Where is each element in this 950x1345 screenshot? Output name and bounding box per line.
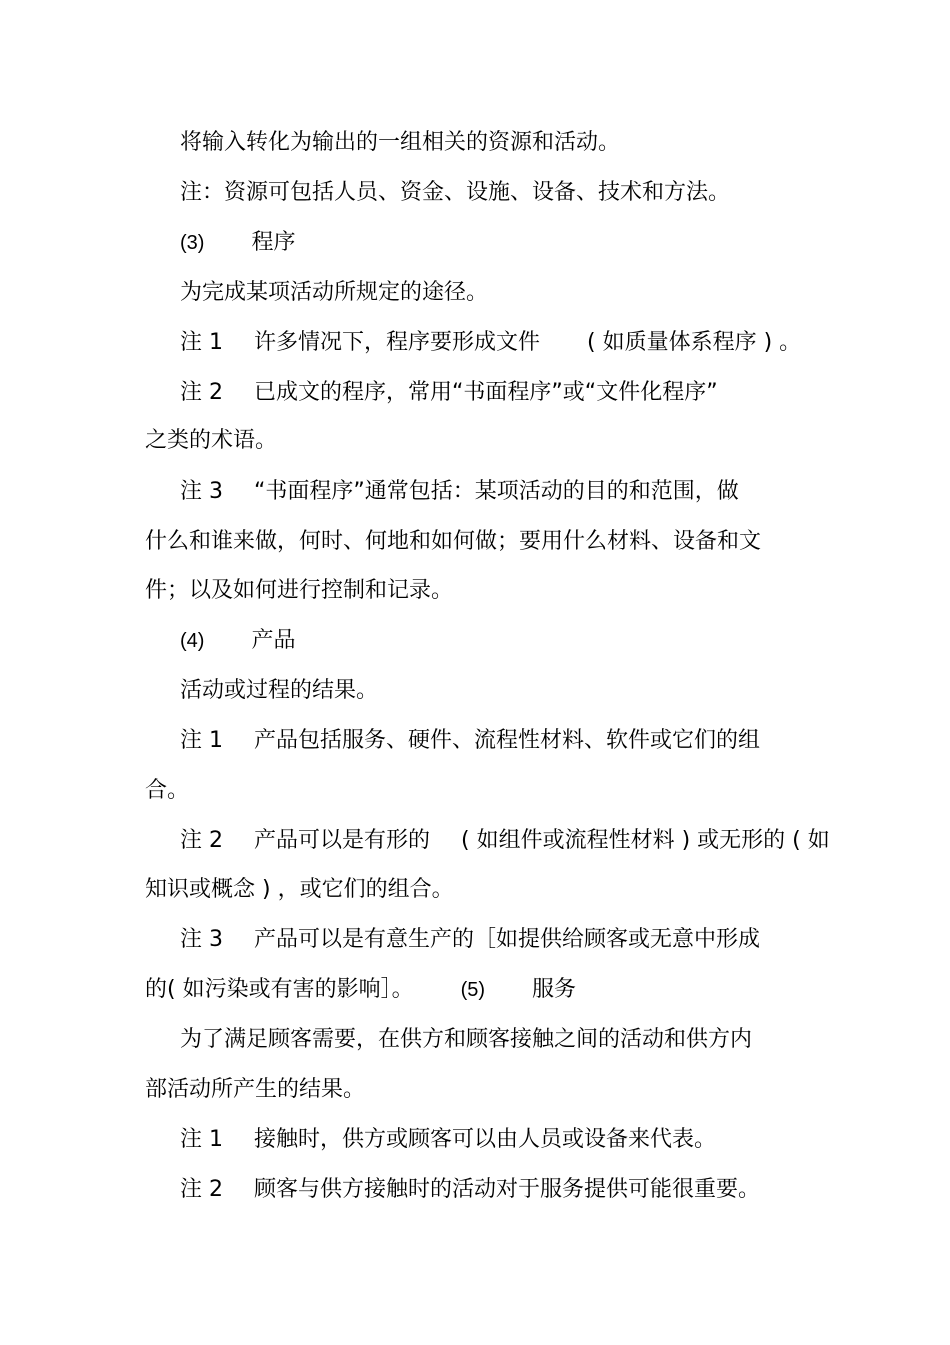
note-line bbox=[180, 477, 739, 507]
note-line bbox=[180, 378, 718, 408]
note-line bbox=[180, 925, 760, 955]
note-text: 产品可以是有形的 bbox=[254, 828, 431, 853]
note-prefix: 注 3 bbox=[180, 927, 223, 952]
section-heading bbox=[180, 228, 295, 258]
line-text: 注：资源可包括人员、资金、设施、设备、技术和方法。 bbox=[180, 180, 731, 205]
line-text: 活动或过程的结果。 bbox=[180, 678, 379, 703]
line-text: 知识或概念 ) ，或它们的组合。 bbox=[145, 877, 454, 902]
continuation-line bbox=[145, 576, 453, 606]
line-text: 的( 如污染或有害的影响］。 bbox=[145, 977, 414, 1002]
paragraph-line bbox=[180, 128, 620, 158]
section-number: (3) bbox=[180, 232, 205, 254]
note-prefix: 注 1 bbox=[180, 728, 223, 753]
note-line bbox=[180, 328, 801, 358]
note-line bbox=[180, 726, 760, 756]
note-line bbox=[180, 826, 830, 856]
section-number: (5) bbox=[460, 979, 486, 1001]
note-prefix: 注 2 bbox=[180, 1177, 223, 1202]
continuation-line bbox=[145, 875, 454, 905]
note-paren: ( 如质量体系程序 ) 。 bbox=[587, 330, 802, 355]
continuation-line bbox=[145, 776, 189, 806]
note-text: 许多情况下，程序要形成文件 bbox=[254, 330, 541, 355]
continuation-line bbox=[145, 426, 277, 456]
continuation-line bbox=[145, 975, 576, 1005]
note-text: 接触时，供方或顾客可以由人员或设备来代表。 bbox=[254, 1127, 717, 1152]
section-title: 服务 bbox=[532, 977, 577, 1002]
line-text: 为了满足顾客需要，在供方和顾客接触之间的活动和供方内 bbox=[180, 1027, 753, 1052]
continuation-line bbox=[145, 527, 761, 557]
note-text: 已成文的程序，常用“书面程序”或“文件化程序” bbox=[254, 380, 718, 405]
line-text: 合。 bbox=[145, 778, 190, 803]
line-text: 为完成某项活动所规定的途径。 bbox=[180, 280, 489, 305]
definition-line bbox=[180, 278, 488, 308]
line-text: 件；以及如何进行控制和记录。 bbox=[145, 578, 454, 603]
definition-line bbox=[180, 1025, 752, 1055]
note-text: 产品包括服务、硬件、流程性材料、软件或它们的组 bbox=[254, 728, 761, 753]
note-prefix: 注 3 bbox=[180, 479, 223, 504]
section-title: 程序 bbox=[251, 230, 296, 255]
line-text: 将输入转化为输出的一组相关的资源和活动。 bbox=[180, 130, 621, 155]
note-prefix: 注 1 bbox=[180, 1127, 223, 1152]
definition-line bbox=[180, 676, 378, 706]
note-text: 产品可以是有意生产的［如提供给顾客或无意中形成 bbox=[254, 927, 761, 952]
continuation-line bbox=[145, 1075, 365, 1105]
note-prefix: 注 1 bbox=[180, 330, 223, 355]
line-text: 部活动所产生的结果。 bbox=[145, 1077, 366, 1102]
section-heading bbox=[180, 626, 295, 656]
note-text: 顾客与供方接触时的活动对于服务提供可能很重要。 bbox=[254, 1177, 761, 1202]
section-number: (4) bbox=[180, 630, 205, 652]
note-line bbox=[180, 1175, 760, 1205]
line-text: 什么和谁来做，何时、何地和如何做；要用什么材料、设备和文 bbox=[145, 529, 762, 554]
note-paren: ( 如组件或流程性材料 ) 或无形的 ( 如 bbox=[461, 828, 830, 853]
note-prefix: 注 2 bbox=[180, 828, 223, 853]
line-text: 之类的术语。 bbox=[145, 428, 278, 453]
note-prefix: 注 2 bbox=[180, 380, 223, 405]
note-text: “书面程序”通常包括：某项活动的目的和范围，做 bbox=[254, 479, 739, 504]
note-line bbox=[180, 1125, 716, 1155]
note-line bbox=[180, 178, 730, 208]
section-title: 产品 bbox=[251, 628, 296, 653]
